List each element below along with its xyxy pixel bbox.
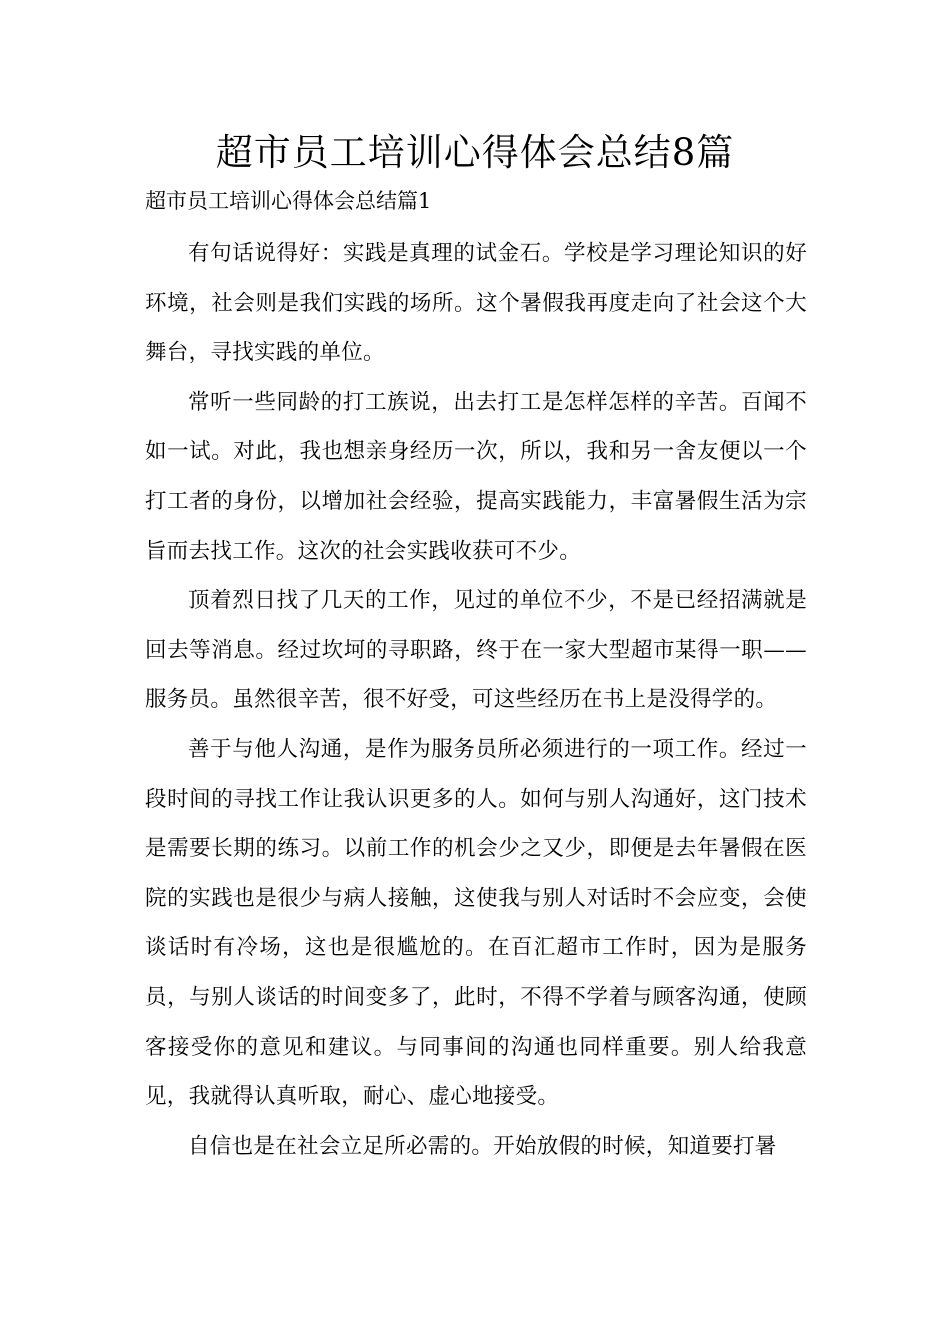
document-body [145, 229, 807, 1171]
document-title: 超市员工培训心得体会总结8篇 [215, 131, 735, 174]
paragraph: 善于与他人沟通，是作为服务员所必须进行的一项工作。经过一段时间的寻找工作让我认识更多的人。如何与别人沟通好，这门技术是需要长期的练习。以前工作的机会少之又少，即便是去年暑假在医院的实践也是很少与病人接触，这使我与别人对话时不会应变，会使谈话时有冷场，这也是很尴尬的。在百汇超市工作时，因为是服务员，与别人谈话的时间变多了，此时，不得不学着与顾客沟通，使顾客接受你的意见和建议。与同事间的沟通也同样重要。别人给我意见，我就得认真听取，耐心、虚心地接受。 [145, 736, 807, 1110]
paragraph: 常听一些同龄的打工族说，出去打工是怎样怎样的辛苦。百闻不如一试。对此，我也想亲身经历一次，所以，我和另一舍友便以一个打工者的身份，以增加社会经验，提高实践能力，丰富暑假生活为宗旨而去找工作。这次的社会实践收获可不少。 [145, 389, 807, 564]
section-heading: 超市员工培训心得体会总结篇1 [145, 189, 432, 213]
paragraph: 有句话说得好：实践是真理的试金石。学校是学习理论知识的好环境，社会则是我们实践的场所。这个暑假我再度走向了社会这个大舞台，寻找实践的单位。 [145, 241, 807, 366]
paragraph: 顶着烈日找了几天的工作，见过的单位不少，不是已经招满就是回去等消息。经过坎坷的寻职路，终于在一家大型超市某得一职——服务员。虽然很辛苦，很不好受，可这些经历在书上是没得学的。 [145, 588, 807, 713]
paragraph: 自信也是在社会立足所必需的。开始放假的时候，知道要打暑 [188, 1133, 777, 1159]
